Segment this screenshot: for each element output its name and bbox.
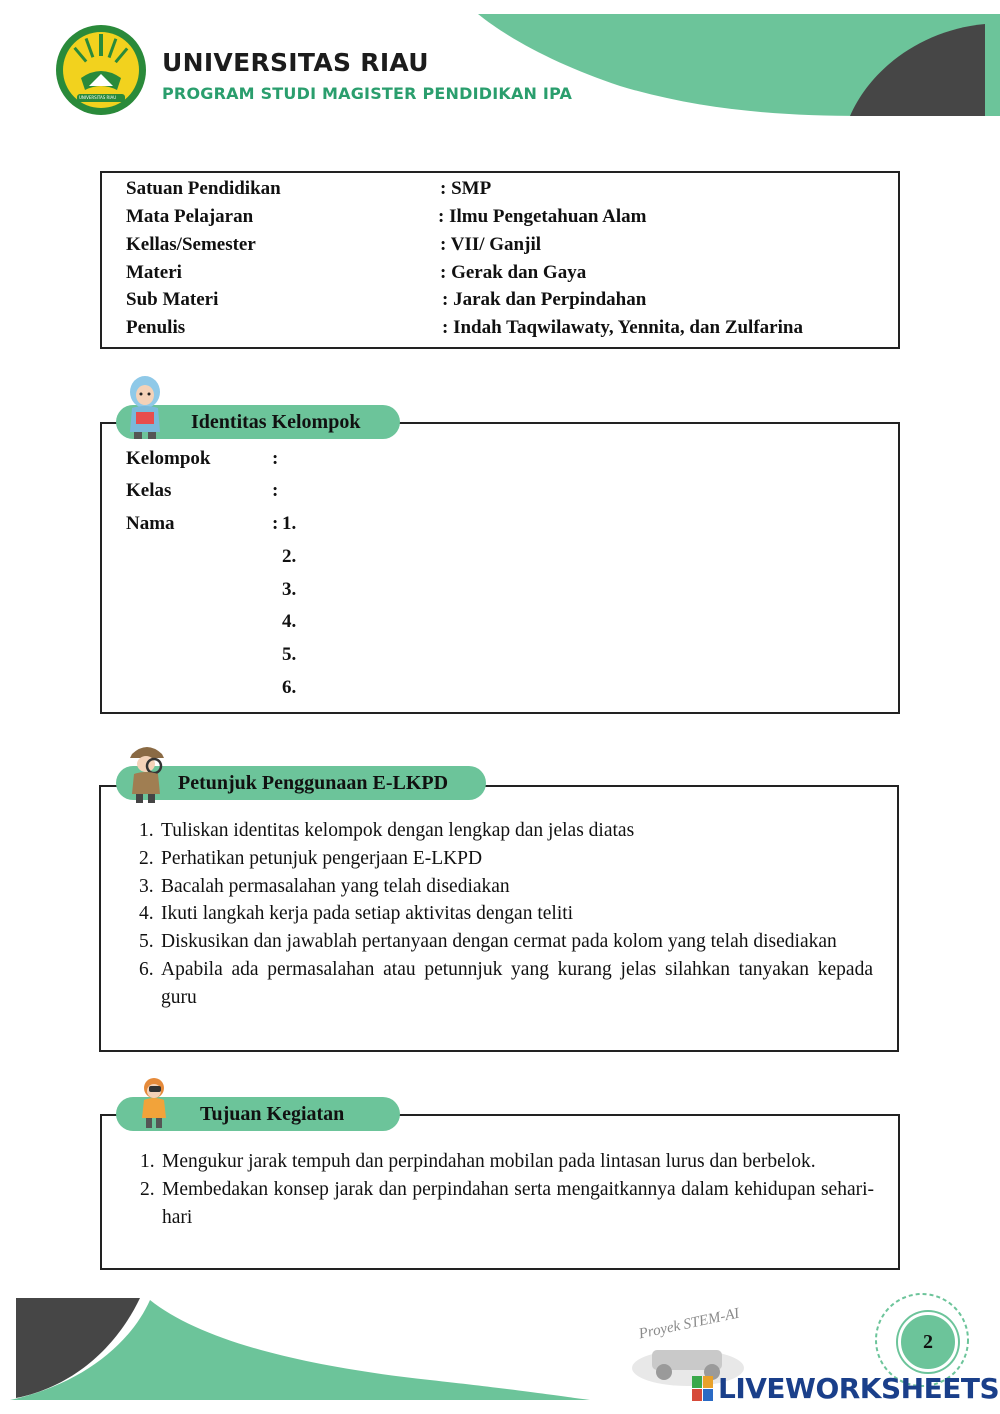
info-label: Mata Pelajaran xyxy=(126,206,254,227)
identitas-box xyxy=(100,422,900,714)
student-girl-icon xyxy=(122,374,168,440)
liveworksheets-watermark[interactable]: LIVEWORKSHEETS xyxy=(718,1372,1000,1405)
university-logo xyxy=(55,24,147,116)
petunjuk-list xyxy=(139,817,873,1012)
petunjuk-title: Petunjuk Penggunaan E-LKPD xyxy=(116,766,486,800)
list-number: 1. xyxy=(140,1151,155,1172)
list-text: Perhatikan petunjuk pengerjaan E-LKPD xyxy=(161,847,483,869)
info-value: : VII/ Ganjil xyxy=(440,234,542,255)
kelas-label: Kelas xyxy=(126,480,172,501)
list-text: Apabila ada permasalahan atau petunnjuk yang kurang jelas silahkan tanyakan kepada guru xyxy=(161,958,873,1008)
info-value: : SMP xyxy=(440,178,492,199)
list-number: 4. xyxy=(139,903,154,925)
list-text: Mengukur jarak tempuh dan perpindahan mobilan pada lintasan lurus dan berbelok. xyxy=(162,1151,816,1172)
nama-number: 1. xyxy=(282,513,297,534)
info-label: Satuan Pendidikan xyxy=(126,178,281,199)
info-box xyxy=(100,171,900,349)
nama-number: 4. xyxy=(282,611,297,632)
list-text: Diskusikan dan jawablah pertanyaan dengan cermat pada kolom yang telah disediakan xyxy=(161,931,837,953)
info-value: : Ilmu Pengetahuan Alam xyxy=(438,206,647,227)
university-name: UNIVERSITAS RIAU xyxy=(162,48,429,77)
info-label: Kellas/Semester xyxy=(126,234,256,255)
list-text: Ikuti langkah kerja pada setiap aktivitas dengan teliti xyxy=(161,903,574,925)
page-number: 2 xyxy=(898,1312,958,1372)
list-item xyxy=(139,873,873,901)
info-label: Materi xyxy=(126,262,182,283)
list-text: Tuliskan identitas kelompok dengan lengkap dan jelas diatas xyxy=(161,820,635,841)
petunjuk-box xyxy=(99,785,899,1052)
list-text: Membedakan konsep jarak dan perpindahan serta mengaitkannya dalam kehidupan sehari-hari xyxy=(162,1178,874,1228)
tujuan-list xyxy=(140,1148,874,1231)
logo-text: UNIVERSITAS RIAU xyxy=(79,95,117,100)
kelompok-colon: : xyxy=(272,448,279,469)
nama-number: 6. xyxy=(282,677,297,698)
list-item xyxy=(139,900,873,928)
info-label: Sub Materi xyxy=(126,289,219,310)
liveworksheets-logo-icon xyxy=(692,1376,714,1402)
list-text: Bacalah permasalahan yang telah disediakan xyxy=(161,875,510,897)
info-value: : Jarak dan Perpindahan xyxy=(442,289,647,310)
tujuan-title: Tujuan Kegiatan xyxy=(116,1097,400,1131)
nama-number: 2. xyxy=(282,546,297,567)
list-item xyxy=(139,928,873,956)
info-value: : Gerak dan Gaya xyxy=(440,262,587,283)
list-item xyxy=(139,956,873,1012)
list-number: 6. xyxy=(139,958,154,980)
nama-number: 3. xyxy=(282,579,297,600)
tujuan-box xyxy=(100,1114,900,1270)
list-number: 3. xyxy=(139,875,154,897)
detective-magnifier-icon xyxy=(124,740,170,804)
nama-number: 5. xyxy=(282,644,297,665)
list-item xyxy=(140,1148,874,1176)
list-number: 5. xyxy=(139,931,154,953)
kelompok-label: Kelompok xyxy=(126,448,211,469)
list-number: 2. xyxy=(140,1178,155,1200)
stem-logo-text: Proyek STEM-AI xyxy=(637,1305,741,1343)
nama-label: Nama xyxy=(126,513,175,534)
list-number: 2. xyxy=(139,847,154,869)
universitas-riau-logo-icon xyxy=(55,24,147,116)
binoculars-kid-icon xyxy=(136,1076,172,1130)
list-item xyxy=(139,845,873,873)
kelas-colon: : xyxy=(272,480,279,501)
list-number: 1. xyxy=(139,820,154,841)
list-item xyxy=(139,817,873,845)
info-value: : Indah Taqwilawaty, Yennita, dan Zulfarina xyxy=(442,317,803,338)
info-label: Penulis xyxy=(126,317,186,338)
list-item xyxy=(140,1176,874,1232)
identitas-title: Identitas Kelompok xyxy=(116,405,400,439)
nama-colon: : xyxy=(272,513,279,534)
program-name: PROGRAM STUDI MAGISTER PENDIDIKAN IPA xyxy=(162,84,573,103)
